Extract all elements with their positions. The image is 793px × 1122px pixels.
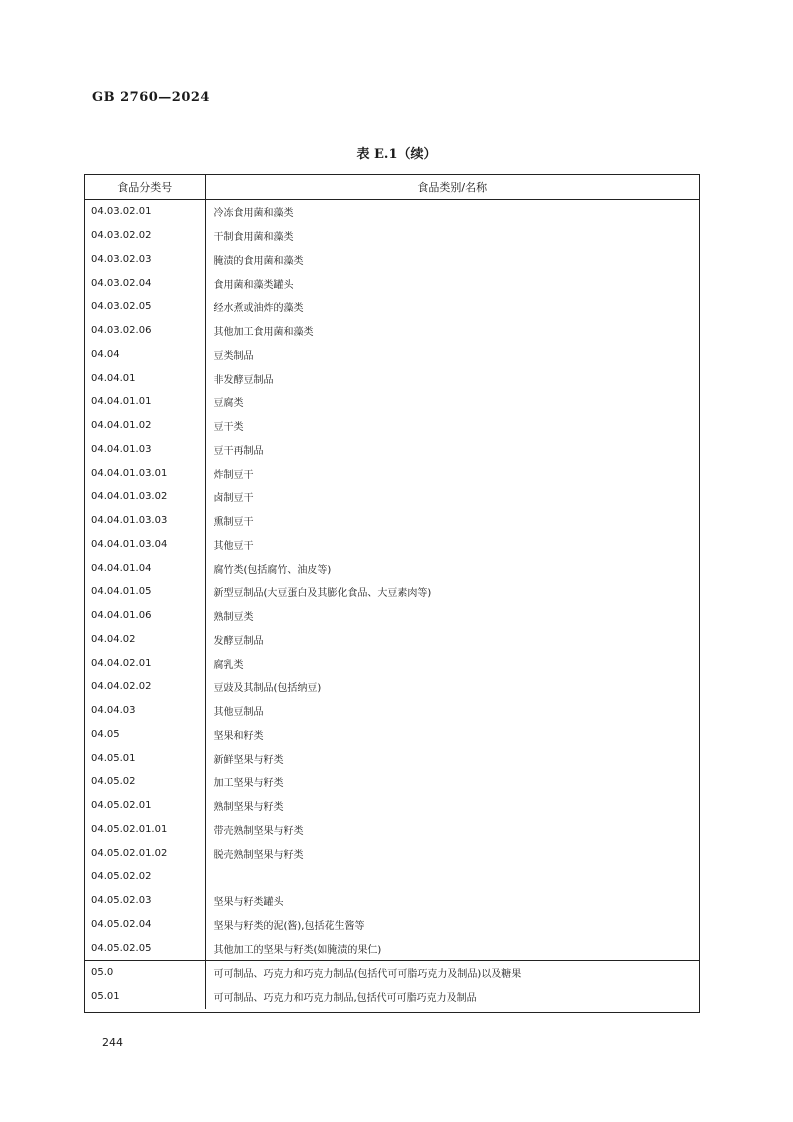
table-row [85,913,699,937]
category-code-cell: 04.04.01.02 [85,414,205,438]
category-code-cell: 04.04.01.03.04 [85,533,205,557]
table-row [85,746,699,770]
category-name-cell [205,865,699,889]
category-name-cell: 经水煮或油炸的藻类 [213,303,304,315]
table-row [85,770,699,794]
category-name-cell: 其他加工的坚果与籽类(如腌渍的果仁) [213,944,382,956]
table-row [85,865,699,889]
category-name-cell: 熟制坚果与籽类 [213,802,284,814]
category-name-cell: 加工坚果与籽类 [213,778,284,790]
table-row [85,580,699,604]
category-name-cell: 熟制豆类 [213,612,254,624]
category-name-cell: 熏制豆干 [213,517,254,529]
category-code-cell: 04.05.02.03 [85,889,205,913]
category-name-cell: 豆腐类 [213,398,244,410]
category-name-cell: 卤制豆干 [213,493,254,505]
category-code-cell: 04.05.02 [85,770,205,794]
category-name-cell: 坚果与籽类罐头 [213,897,284,909]
category-code-cell: 04.05.01 [85,746,205,770]
table-row [85,319,699,343]
category-code-cell: 04.04.01.01 [85,390,205,414]
table-row [85,271,699,295]
category-code-cell: 04.05.02.01.02 [85,841,205,865]
category-code-cell: 04.04.02.02 [85,675,205,699]
category-name-cell: 坚果与籽类的泥(酱),包括花生酱等 [213,920,365,932]
table-row [85,936,699,960]
category-code-cell: 04.04.01.03.03 [85,509,205,533]
category-code-cell: 04.03.02.01 [85,200,205,224]
category-name-cell: 可可制品、巧克力和巧克力制品,包括代可可脂巧克力及制品 [213,993,477,1005]
category-code-cell: 04.04.02.01 [85,651,205,675]
table-row [85,818,699,842]
category-code-cell: 04.05.02.01.01 [85,818,205,842]
table-row [85,343,699,367]
category-code-cell: 05.0 [85,961,205,985]
food-category-table [84,174,700,1013]
category-code-cell: 04.04.01.06 [85,604,205,628]
category-name-cell: 其他加工食用菌和藻类 [213,327,314,339]
category-code-cell: 04.05.02.04 [85,913,205,937]
category-code-cell: 04.03.02.05 [85,295,205,319]
category-name-cell: 其他豆制品 [213,707,264,719]
table-caption: 表 E.1（续） [356,147,437,162]
category-name-cell: 腐竹类(包括腐竹、油皮等) [213,564,332,576]
table-row [85,509,699,533]
category-code-cell: 04.05.02.01 [85,794,205,818]
table-row [85,461,699,485]
category-code-cell: 04.03.02.04 [85,271,205,295]
category-code-cell: 04.05.02.02 [85,865,205,889]
category-code-cell: 04.03.02.03 [85,248,205,272]
category-code-cell: 05.01 [85,985,205,1009]
table-row [85,841,699,865]
column-header-code: 食品分类号 [85,175,205,200]
category-name-cell: 可可制品、巧克力和巧克力制品(包括代可可脂巧克力及制品)以及糖果 [205,961,699,985]
table-row [85,414,699,438]
category-name-cell: 食用菌和藻类罐头 [213,279,294,291]
table-row [85,699,699,723]
standard-code-header: GB 2760—2024 [92,90,210,105]
category-name-cell: 新型豆制品(大豆蛋白及其膨化食品、大豆素肉等) [213,588,432,600]
category-name-cell: 豆干类 [213,422,244,434]
category-code-cell: 04.04.01.04 [85,556,205,580]
table-row [85,651,699,675]
table-row [85,794,699,818]
table-row [85,628,699,652]
category-name-cell: 腐乳类 [213,659,244,671]
category-name-cell: 坚果和籽类 [213,730,264,742]
table-row [85,438,699,462]
table-row [85,366,699,390]
table-row [85,390,699,414]
category-code-cell: 04.04 [85,343,205,367]
category-code-cell: 04.05.02.05 [85,936,205,960]
category-code-cell: 04.04.01 [85,366,205,390]
category-name-cell: 干制食用菌和藻类 [213,232,294,244]
table-header-row [85,175,699,200]
category-name-cell: 带壳熟制坚果与籽类 [213,825,304,837]
table-row [85,485,699,509]
table-row [85,889,699,913]
category-name-cell: 新鲜坚果与籽类 [213,754,284,766]
category-name-cell: 豆干再制品 [213,445,264,457]
category-code-cell: 04.03.02.06 [85,319,205,343]
category-name-cell: 非发酵豆制品 [213,374,274,386]
category-code-cell: 04.04.03 [85,699,205,723]
category-code-cell: 04.04.01.03.02 [85,485,205,509]
category-code-cell: 04.04.01.05 [85,580,205,604]
category-code-cell: 04.03.02.02 [85,224,205,248]
table-row [85,723,699,747]
table-row [85,604,699,628]
category-code-cell: 04.04.02 [85,628,205,652]
category-name-cell: 冷冻食用菌和藻类 [213,208,294,220]
category-name-cell: 腌渍的食用菌和藻类 [213,255,304,267]
table-row [85,224,699,248]
table-row [85,556,699,580]
table-row [85,985,699,1009]
table-row [85,248,699,272]
category-name-cell: 发酵豆制品 [213,635,264,647]
category-name-cell: 其他豆干 [213,540,254,552]
category-name-cell: 豆类制品 [213,350,254,362]
table-row [85,200,699,224]
category-code-cell: 04.04.01.03.01 [85,461,205,485]
category-name-cell: 豆豉及其制品(包括纳豆) [213,683,322,695]
table-row [85,533,699,557]
category-name-cell: 炸制豆干 [213,469,254,481]
table-row [85,295,699,319]
category-code-cell: 04.05 [85,723,205,747]
page-number: 244 [102,1036,123,1049]
column-header-name: 食品类别/名称 [205,175,699,200]
category-code-cell: 04.04.01.03 [85,438,205,462]
table-row [85,675,699,699]
table-row [85,961,699,985]
category-name-cell: 脱壳熟制坚果与籽类 [213,849,304,861]
